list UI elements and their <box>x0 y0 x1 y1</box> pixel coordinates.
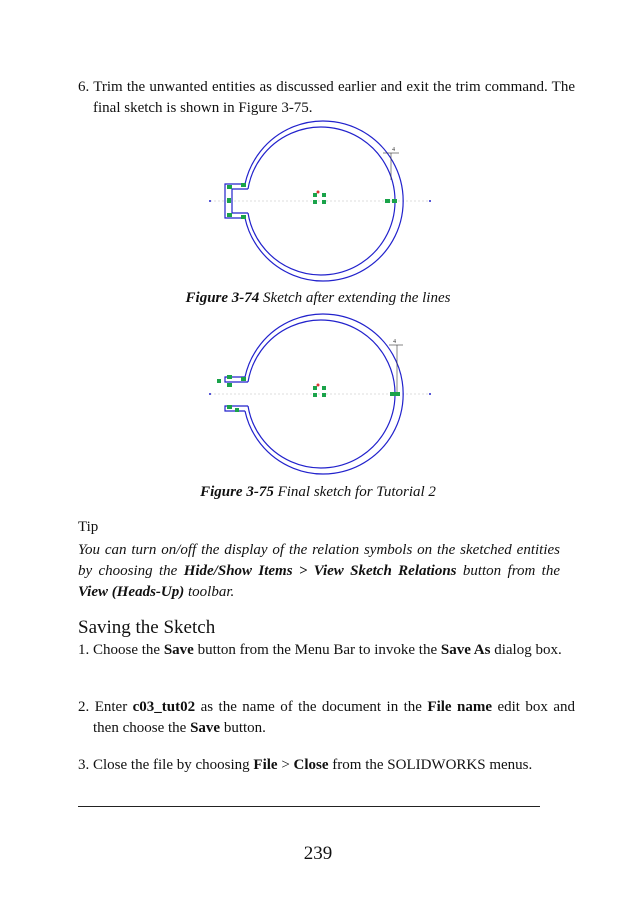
figure-3-74-caption: Figure 3-74 Sketch after extending the lines <box>185 290 451 306</box>
tip-body: You can turn on/off the display of the relation symbols on the sketched entities by choosing the Hide/Show Items > View Sketch Relations button from the View (Heads-Up) toolbar. <box>78 542 560 600</box>
step-3: 3. Close the file by choosing File > Close from the SOLIDWORKS menus. <box>78 757 533 773</box>
step-1: 1. Choose the Save button from the Menu Bar to invoke the Save As dialog box. <box>78 642 562 658</box>
dimension-label: 4 <box>392 147 395 153</box>
tip-label: Tip <box>78 519 99 535</box>
page-number: 239 <box>303 843 333 864</box>
step-2: 2. Enter c03_tut02 as the name of the document in the File name edit box and then choose the Save button. <box>78 699 576 736</box>
figure-3-74-sketch <box>205 120 435 285</box>
section-title: Saving the Sketch <box>78 617 216 638</box>
step-6: 6. Trim the unwanted entities as discussed earlier and exit the trim command. The final sketch is shown in Figure 3-75. <box>78 79 575 116</box>
dimension-label: 4 <box>393 339 396 345</box>
figure-3-75-caption: Figure 3-75 Final sketch for Tutorial 2 <box>200 484 436 500</box>
figure-3-75-sketch <box>205 313 435 478</box>
footer-rule <box>78 806 540 807</box>
